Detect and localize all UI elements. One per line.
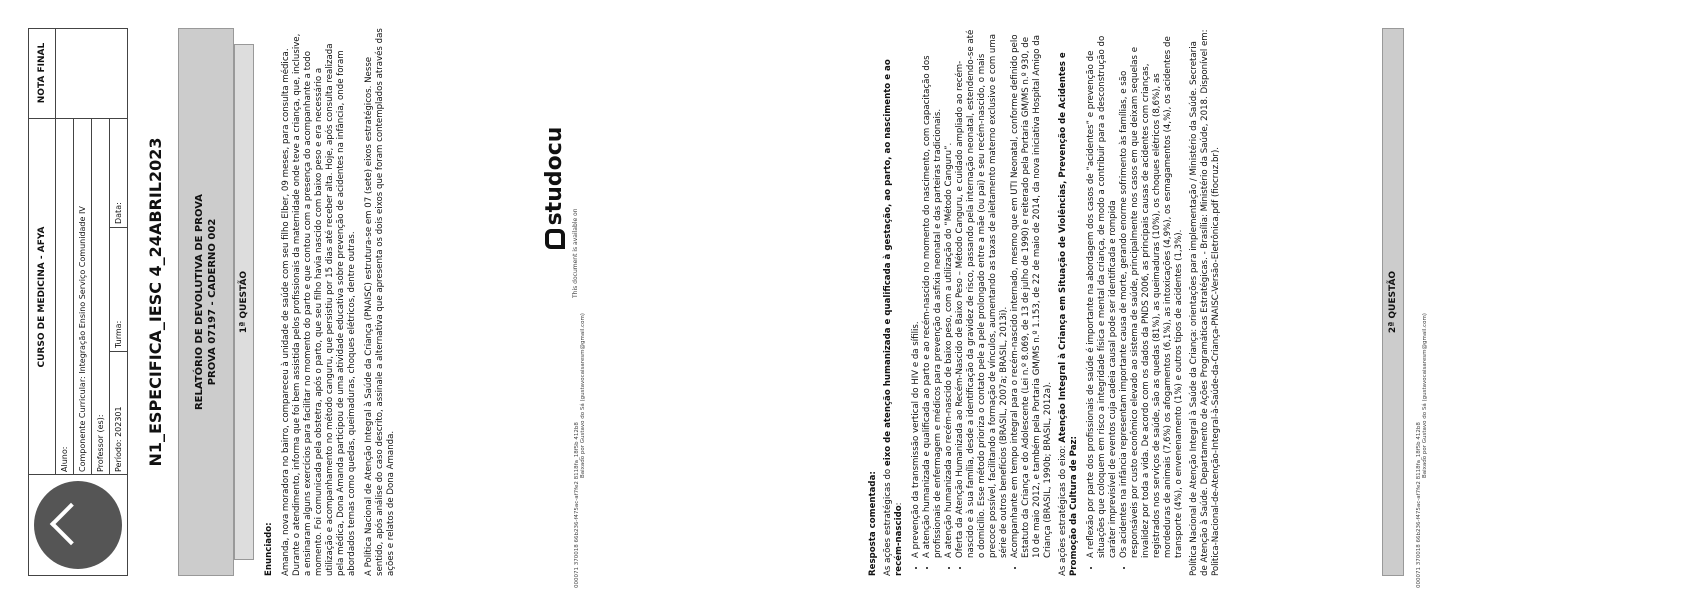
eixo-2-title: Atenção Integral à Criança em Situação de Violências, Prevenção de Acidentes e Promoção da Cultura de Paz:	[1058, 52, 1079, 576]
list-item: • Acompanhante em tempo integral para o recém-nascido internado, mesmo que em UTI Neonatal, conforme definido pelo Estatuto da Criança e do Adolescente (Lei n.º 8.069, de 13 de julho de 1990) e reiterado pela Portaria GM/MS n.º 930, de 10 de maio 2012, e também pela Portaria GM/MS n.º 1.153, de 22 de maio de 2014, da nova iniciativa Hospital Amigo da Criança (BRASIL, 1990b; BRASIL, 2012a).	[1010, 28, 1054, 558]
studocu-logo-icon	[545, 229, 565, 249]
nota-final-box	[29, 28, 127, 119]
periodo-row	[110, 119, 127, 475]
question-1-bar: 1ª QUESTÃO	[234, 44, 254, 560]
afya-logo	[29, 474, 127, 575]
report-title-line-1: RELATÓRIO DE DEVOLUTIVA DE PROVA	[194, 193, 205, 411]
studocu-brand	[542, 108, 567, 268]
studocu-brand-text: studocu	[542, 126, 567, 226]
exam-title: N1_ESPECIFICA_IESC 4_24ABRIL2023	[146, 137, 165, 467]
nota-final-label: NOTA FINAL	[29, 28, 56, 118]
eixo-2-intro	[1058, 28, 1080, 576]
list-item: • Oferta da Atenção Humanizada ao Recém-Nascido de Baixo Peso – Método Canguru, e cuidado ampliado ao recém-nascido e à sua família, desde a identificação da gravidez de risco, passando pela internação neonatal, estendendo-se até o domicílio. Esse método prioriza o contato pele a pele prolongado entre a mãe (ou pai) e seu recém-nascido, o mais precoce possível, facilitando a formação de vínculos, aumentando as taxas de aleitamento materno exclusivo e com uma série de outros benefícios (BRASIL, 2007a; BRASIL, 2013i).	[955, 28, 1010, 558]
eixo-2-list	[1086, 28, 1185, 576]
eixo-1-intro-text: As ações estratégicas do	[883, 466, 893, 576]
footer-id: 000071 370018 66b236-f475ac-af7fe2 8118fa_18f5b 412b8	[574, 422, 580, 588]
footer-id: 000071 370018 66b236-f475ac-af7fe2 8118fa_18f5b 412b8	[1416, 422, 1422, 588]
eixo-1-intro	[883, 28, 905, 576]
enunciado	[264, 28, 403, 576]
data-field: Data:	[114, 202, 123, 224]
list-item: • A atenção humanizada ao recém-nascido de baixo peso, com a utilização do “Método Canguru”.	[944, 28, 955, 558]
periodo-field: Período: 202301	[110, 351, 127, 472]
page-2	[842, 0, 1684, 598]
list-item: • Os acidentes na infância representam importante causa de morte, gerando enorme sofrimento às famílias, e são responsáveis por custo econômico elevado ao sistema de saúde, principalmente nos casos em que deixam sequelas e invalidez por toda a vida. De acordo com os dados da PNDS 2006, as principais causas de acidentes com crianças, registrados nos serviços de saúde, são as quedas (81%), as queimaduras (10%), os choques elétricos (8,6%), as mordeduras de animais (7,6%) os afogamentos (6,1%), as intoxicações (4,9%), os esmagamentos (4,%), os acidentes de transporte (4%), o envenenamento (1%) e outros tipos de acidentes (1,3%).	[1119, 28, 1185, 558]
reference: Política Nacional de Atenção Integral à Saúde da Criança: orientações para implementação / Ministério da Saúde. Secretaria de Atenção à Saúde. Departamento de Ações Programáticas Estratégicas. - Brasília: Ministério da Saúde, 2018. Disponível em: Politica-Nacional-de-Atenção-Integral-à-Saúde-da-Criança-PNAISC-Versão-Eletrônica.pdf (fiocruz.br).	[1189, 29, 1221, 576]
list-item: • A atenção humanizada e qualificada ao parto e ao recém-nascido no momento do nascimento, com capacitação dos profissionais de enfermagem e médicos para prevenção da asfixia neonatal e das parteiras tradicionais.	[922, 28, 944, 558]
enunciado-label: Enunciado:	[264, 522, 274, 576]
report-title	[178, 28, 234, 576]
eixo-1-colon: :	[894, 502, 904, 506]
footer-download: Baixado por Gustavo do Sá (gustavocaisaresm@gmail.com)	[1422, 313, 1428, 478]
eixo-1-title: eixo de atenção humanizada e qualificada à gestação, ao parto, ao nascimento e ao recém-nascido	[883, 59, 904, 576]
resposta-label: Resposta comentada:	[868, 471, 878, 576]
header-table	[28, 28, 128, 576]
question-2-bar: 2ª QUESTÃO	[1382, 28, 1404, 576]
header-fields	[29, 119, 127, 475]
footer-download: Baixado por Gustavo do Sá (gustavocaisaresm@gmail.com)	[580, 313, 586, 478]
course-title: CURSO DE MEDICINA - AFYA	[29, 119, 56, 475]
aluno-field: Aluno:	[56, 119, 74, 475]
list-item: • A prevenção da transmissão vertical do HIV e da sífilis.	[911, 28, 922, 558]
eixo-1-list	[911, 28, 1054, 576]
turma-field: Turma:	[110, 227, 127, 351]
enunciado-paragraph-1: Amanda, nova moradora no bairro, compareceu à unidade de saúde com seu filho Elber, 09 meses, para consulta médica. Durante o atendimento, informa que foi bem assistida pelos profissionais da maternidade onde teve a criança, que, inclusive, a ensinaram alguns exercícios para facilitar no momento do parto e que contou com a presença do acompanhante a todo momento. Foi comunicada pela obstetra, após o parto, que seu filho havia nascido com baixo peso e era necessário a utilização e acompanhamento no método canguru, que persistiu por 15 dias até receber alta. Hoje, após consulta realizada pela médica, Dona Amanda participou de uma atividade educativa sobre prevenção de acidentes na infância, onde foram abordados temas como quedas, queimaduras, choques elétricos, dentre outras.	[281, 33, 357, 576]
studocu-note: This document is available on	[572, 208, 579, 298]
enunciado-paragraph-2: A Política Nacional de Atenção Integral à Saúde da Criança (PNAISC) estrutura-se em 07 (sete) eixos estratégicos. Nesse sentido, após análise do caso descrito, assinale a alternativa que apresenta os dois eixos que foram contemplados através das ações e relatos de Dona Amanda.	[364, 28, 396, 576]
resposta-comentada	[868, 28, 1228, 576]
list-item: • A reflexão por parte dos profissionais de saúde é importante na abordagem dos casos de “acidentes” e prevenção de situações que coloquem em risco a integridade física e mental da criança, de modo a contribuir para a desconstrução do caráter imprevisível de eventos cuja cadeia causal pode ser identificada e rompida	[1086, 28, 1119, 558]
professor-field: Professor (es):	[92, 119, 110, 475]
report-title-line-2: PROVA 07197 - CADERNO 002	[207, 218, 218, 386]
logo-icon	[34, 481, 122, 569]
componente-field: Componente Curricular: Integração Ensino Serviço Comunidade IV	[74, 119, 92, 475]
eixo-2-intro-text: As ações estratégicas do eixo:	[1058, 442, 1068, 576]
